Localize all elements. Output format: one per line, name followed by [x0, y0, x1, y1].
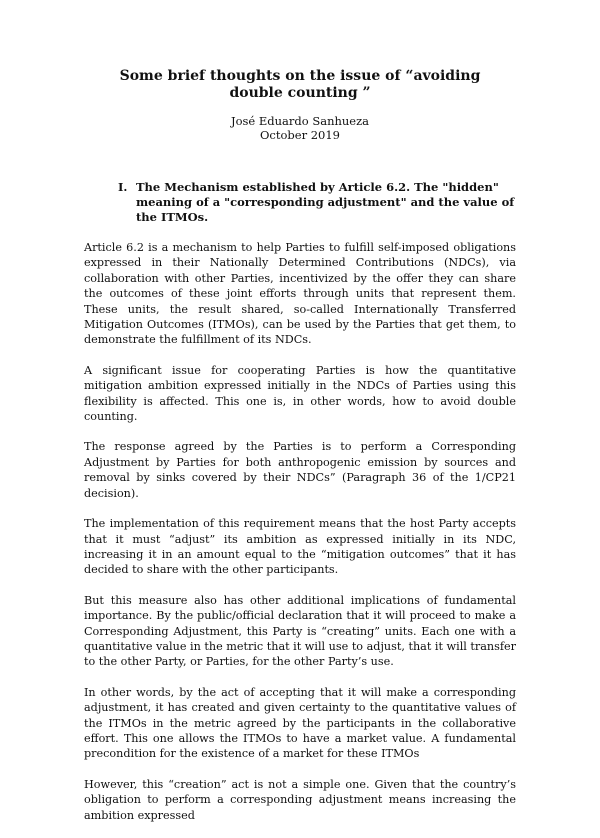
paragraph: The response agreed by the Parties is to perform a Corresponding Adjustment by Parties for both anthropogenic emission by sources and removal by sinks covered by their NDCs” (Paragraph 36 of the 1/CP21 decision).	[84, 440, 516, 500]
section-title: The Mechanism established by Article 6.2. The "hidden" meaning of a "corresponding adjustment" and the value of the ITMOs.	[136, 180, 515, 224]
author-name: José Eduardo Sanhueza	[230, 114, 370, 128]
section-heading	[118, 180, 518, 225]
document-date: October 2019	[259, 128, 340, 142]
section-number: I.	[118, 180, 128, 194]
paragraph: In other words, by the act of accepting that it will make a corresponding adjustment, it has created and given certainty to the quantitative values of the ITMOs in the metric agreed by the participants in the collaborative effort. This one allows the ITMOs to have a market value. A fundamental precondition for the existence of a market for these ITMOs	[84, 685, 516, 761]
paragraph: But this measure also has other additional implications of fundamental importance. By the public/official declaration that it will proceed to make a Corresponding Adjustment, this Party is “creating” units. Each one with a quantitative value in the metric that it will use to adjust, that it will transfer to the other Party, or Parties, for the other Party’s use.	[84, 593, 516, 669]
document-title: Some brief thoughts on the issue of “avoiding double counting ”	[119, 68, 481, 101]
paragraph: The implementation of this requirement means that the host Party accepts that it must “adjust” its ambition as expressed initially in its NDC, increasing it in an amount equal to the “mitigation outcomes” that it has decided to share with the other participants.	[84, 517, 516, 577]
paragraph: However, this “creation” act is not a simple one. Given that the country’s obligation to perform a corresponding adjustment means increasing the ambition expressed	[84, 777, 516, 822]
paragraph: Article 6.2 is a mechanism to help Parties to fulfill self-imposed obligations expressed in their Nationally Determined Contributions (NDCs), via collaboration with other Parties, incentivized by the offer they can share the outcomes of these joint efforts through units that represent them. These units, the result shared, so-called Internationally Transferred Mitigation Outcomes (ITMOs), can be used by the Parties that get them, to demonstrate the fulfillment of its NDCs.	[84, 241, 516, 347]
body-text	[84, 240, 516, 838]
paragraph: A significant issue for cooperating Parties is how the quantitative mitigation ambition expressed initially in the NDCs of Parties using this flexibility is affected. This one is, in other words, how to avoid double counting.	[84, 363, 516, 424]
